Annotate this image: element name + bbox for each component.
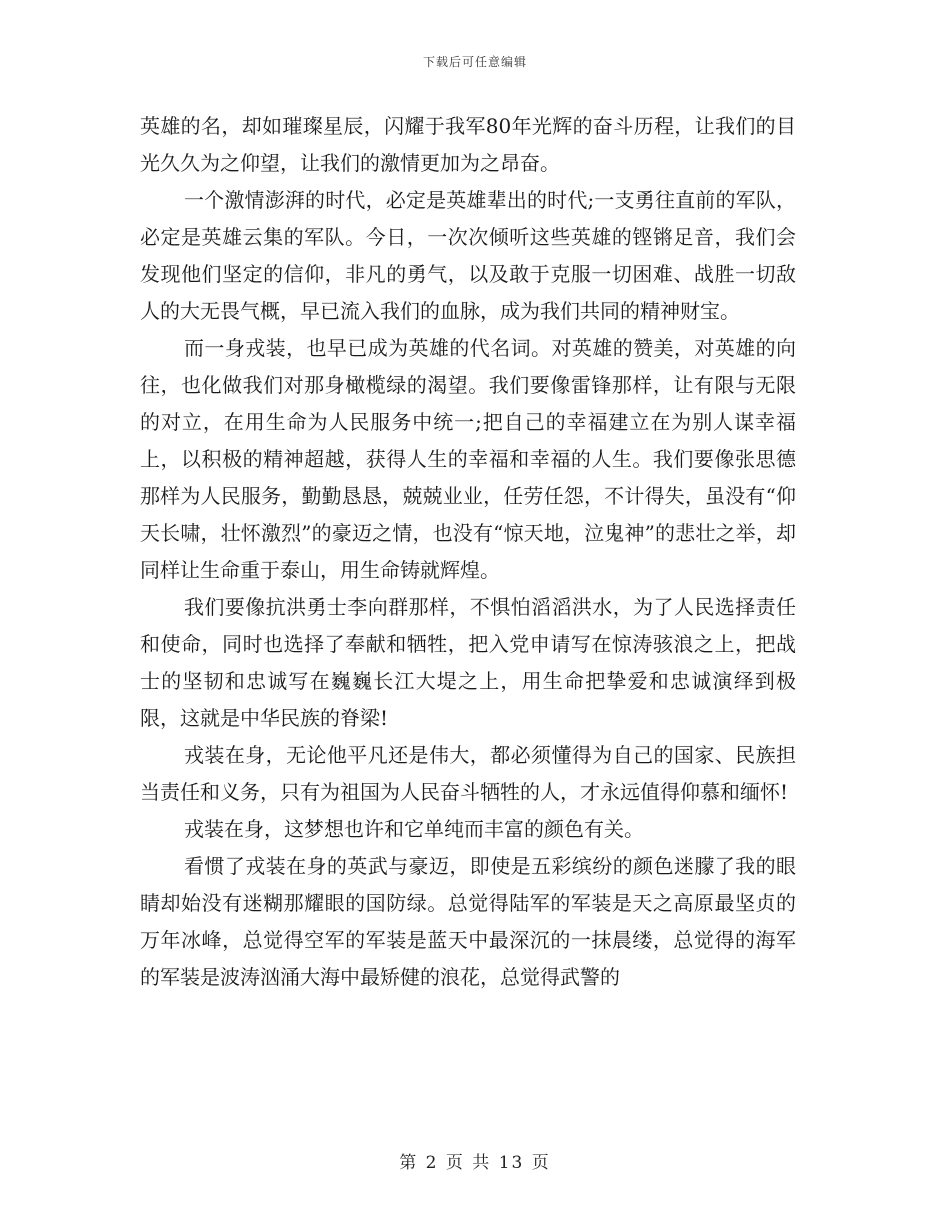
paragraph-7: 看惯了戎装在身的英武与豪迈，即使是五彩缤纷的颜色迷朦了我的眼睛却始没有迷糊那耀眼的国防绿。总觉得陆军的军装是天之高原最坚贞的万年冰峰，总觉得空军的军装是蓝天中最深沉的一抹晨缕，总觉得的海军的军装是波涛汹涌大海中最矫健的浪花，总觉得武警的	[140, 854, 796, 989]
document-body	[140, 108, 796, 996]
paragraph-3: 而一身戎装，也早已成为英雄的代名词。对英雄的赞美，对英雄的向往，也化做我们对那身橄榄绿的渴望。我们要像雷锋那样，让有限与无限的对立，在用生命为人民服务中统一;把自己的幸福建立在为别人谋幸福上，以积极的精神超越，获得人生的幸福和幸福的人生。我们要像张思德那样为人民服务，勤勤恳恳，兢兢业业，任劳任怨，不计得失，虽没有“仰天长啸，壮怀激烈”的豪迈之情，也没有“惊天地，泣鬼神”的悲壮之举，却同样让生命重于泰山，用生命铸就辉煌。	[140, 336, 796, 582]
paragraph-6: 戎装在身，这梦想也许和它单纯而丰富的颜色有关。	[184, 817, 644, 841]
page-number-footer: 第 2 页 共 13 页	[399, 1153, 551, 1173]
paragraph-5: 戎装在身，无论他平凡还是伟大，都必须懂得为自己的国家、民族担当责任和义务，只有为祖国为人民奋斗牺牲的人，才永远值得仰慕和缅怀!	[140, 743, 796, 804]
paragraph-1: 英雄的名，却如璀璨星辰，闪耀于我军80年光辉的奋斗历程，让我们的目光久久为之仰望，让我们的激情更加为之昂奋。	[140, 114, 796, 175]
paragraph-2: 一个激情澎湃的时代，必定是英雄辈出的时代;一支勇往直前的军队，必定是英雄云集的军队。今日，一次次倾听这些英雄的铿锵足音，我们会发现他们坚定的信仰，非凡的勇气，以及敢于克服一切困难、战胜一切敌人的大无畏气概，早已流入我们的血脉，成为我们共同的精神财宝。	[140, 188, 796, 323]
paragraph-4: 我们要像抗洪勇士李向群那样，不惧怕滔滔洪水，为了人民选择责任和使命，同时也选择了奉献和牺牲，把入党申请写在惊涛骇浪之上，把战士的坚韧和忠诚写在巍巍长江大堤之上，用生命把挚爱和忠诚演绎到极限，这就是中华民族的脊梁!	[140, 595, 796, 730]
page-header-note: 下载后可任意编辑	[422, 55, 527, 69]
